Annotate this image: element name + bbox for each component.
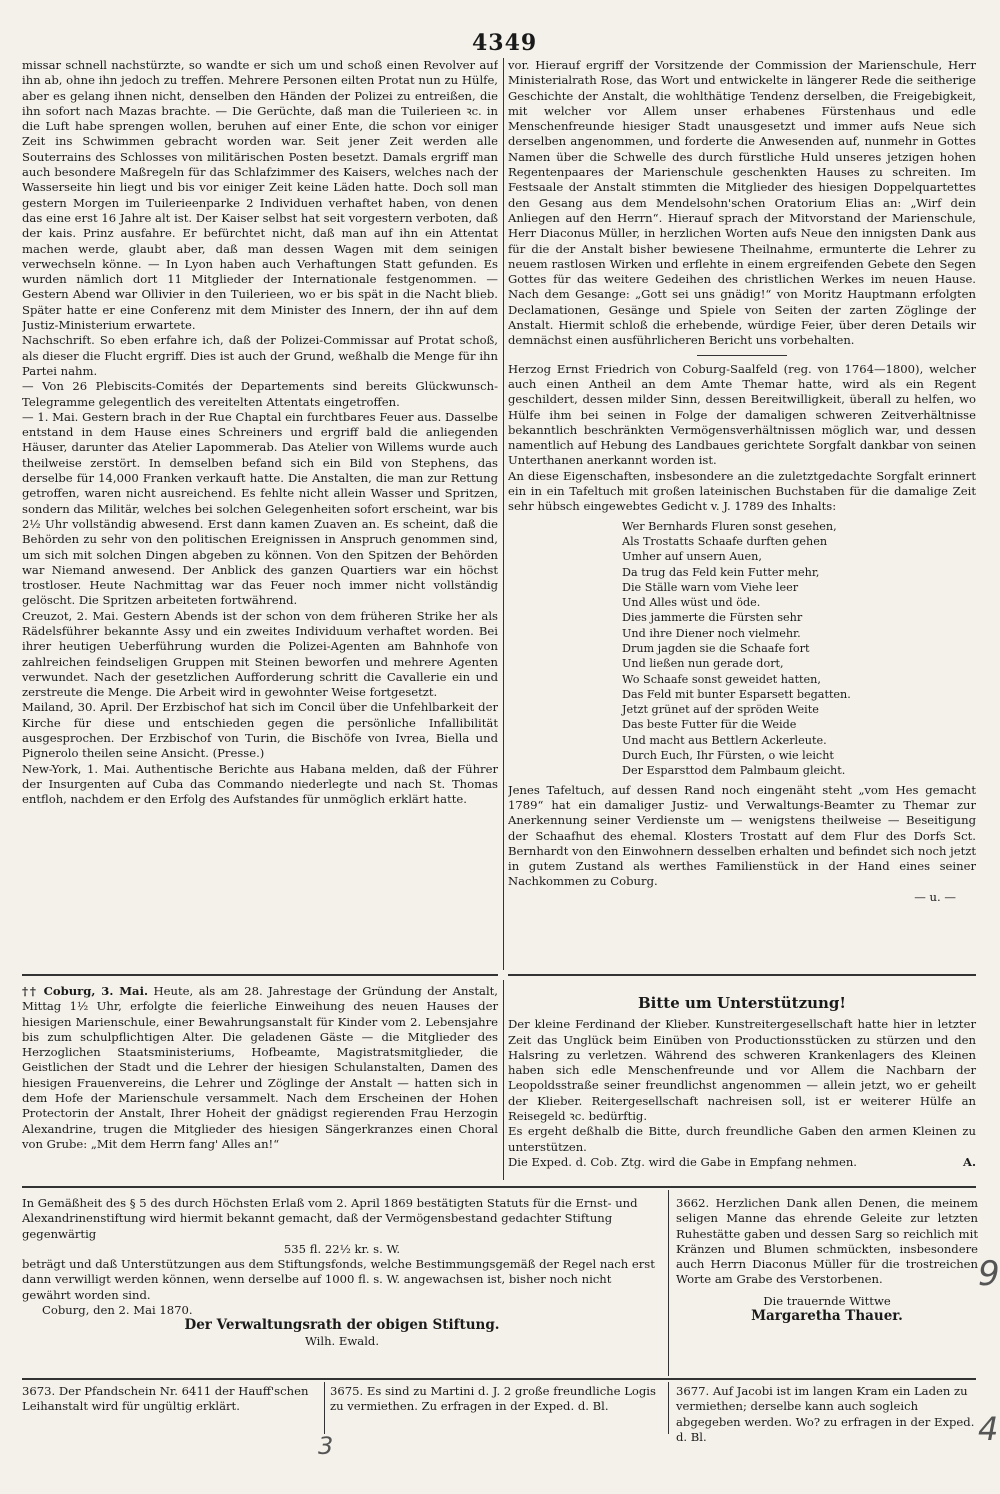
poem-line: Jetzt grünet auf der spröden Weite [622, 703, 819, 717]
nachschrift: Nachschrift. So eben erfahre ich, daß der Polizei-Commissar auf Protat schoß, als dieser die Flucht ergriff. Dies ist auch der Grund, weßhalb die Menge für ihn Partei nahm. [22, 333, 498, 378]
ad-pfandschein: 3673. Der Pfandschein Nr. 6411 der Hauff'schen Leihanstalt wird für ungültig erklärt. [22, 1384, 309, 1414]
poem-line: Der Esparsttod dem Palmbaum gleicht. [622, 764, 846, 778]
foundation-text-1: In Gemäßheit des § 5 des durch Höchsten Erlaß vom 2. April 1869 bestätigten Statuts für die Ernst- und Alexandrinenstiftung wird hiermit bekannt gemacht, daß der Vermögensbestand gedachter Stiftung gegenwärtig [22, 1196, 638, 1241]
thanks-text: Herzlichen Dank allen Denen, die meinem seligen Manne das ehrende Geleite zur letzten Ruhestätte gaben und dessen Sarg so reichlich mit Kränzen und Blumen schmückten, insbesondere auch Herrn Diaconus Müller für die trostreichen Worte am Grabe des Verstorbenen. [676, 1196, 978, 1287]
foundation-text-2: beträgt und daß Unterstützungen aus dem Stiftungsfonds, welche Bestimmungsgemäß der Regel nach erst dann verwilligt werden können, wenn derselbe auf 1000 fl. s. W. angewachsen ist, bisher noch nicht gewährt worden sind. [22, 1257, 655, 1302]
coburg-dateline: †† Coburg, 3. Mai. [22, 984, 149, 998]
herzog-article: Herzog Ernst Friedrich von Coburg-Saalfeld (reg. von 1764—1800), welcher auch einen Antheil an dem Amte Themar hatte, wird als ein Regent geschildert, dessen milder Sinn, dessen Bereitwilligkeit, überall zu helfen, wo Hülfe ihm bei seinen in Folge der damaligen schweren Zeitverhältnisse bekanntlich beschränkten Vermögensverhältnissen möglich war, und dessen namentlich auf Hebung des Landbaues gerichtete Sorgfalt dankbar von seinen Unterthanen anerkannt worden ist. [508, 361, 976, 468]
poem-line: Wer Bernhards Fluren sonst gesehen, [622, 519, 837, 533]
appeal-notice [508, 996, 976, 1170]
marienschule-continuation: vor. Hierauf ergriff der Vorsitzende der Commission der Marienschule, Herr Ministerialrath Rose, das Wort und entwickelte in längerer Rede die seitherige Geschichte der Anstalt, die wohlthätige Tendenz derselben, die Freigebigkeit, mit welcher vor Allem unser erhabenes Fürstenhaus und edle Menschenfreunde hiesiger Stadt unausgesetzt und immer aufs Neue sich derselben angenommen, und forderte die Anwesenden auf, nunmehr in Gottes Namen über die Schwelle des durch fürstliche Huld unseres jetzigen hohen Regentenpaares der Marienschule geschenkten Hauses zu schreiten. Im Festsaale der Anstalt stimmten die Mitglieder des hiesigen Doppelquartettes den Gesang aus dem Mendelsohn'schen Oratorium Elias an: „Wirf dein Anliegen auf den Herrn“. Hierauf sprach der Mitvorstand der Marienschule, Herr Diaconus Müller, in herzlichen Worten aufs Neue den innigsten Dank aus für die der Anstalt bisher bewiesene Theilnahme, ermunterte die Lehrer zu neuem rastlosen Wirken und erflehte in einem ergreifenden Gebete den Segen Gottes für das weitere Gedeihen des christlichen Werkes im neuen Hause. Nach dem Gesange: „Gott sei uns gnädig!“ von Moritz Hauptmann erfolgten Declamationen, Gesänge und Spiele von Seiten der zarten Zöglinge der Anstalt. Hiermit schloß die erhebende, würdige Feier, über deren Details wir demnächst einen ausführlicheren Bericht uns vorbehalten. [508, 58, 976, 348]
appeal-footer: Die Exped. d. Cob. Ztg. wird die Gabe in Empfang nehmen. [508, 1154, 857, 1169]
thanks-from: Die trauernde Wittwe [763, 1293, 891, 1308]
plebiscit-note: — Von 26 Plebiscits-Comités der Departements sind bereits Glückwunsch-Telegramme gelegentlich des vereitelten Attentats eingetroffen. [22, 379, 498, 409]
foundation-name: Wilh. Ewald. [304, 1333, 380, 1348]
foundation-announcement [22, 1196, 662, 1349]
ad-laden: 3677. Auf Jacobi ist im langen Kram ein Laden zu vermiethen; derselbe kann auch sogleich abgegeben werden. Wo? zu erfragen in der Exped. d. Bl. [676, 1384, 975, 1444]
poem-line: Als Trostatts Schaafe durften gehen [622, 534, 828, 548]
left-column [22, 58, 498, 963]
column-divider [503, 58, 504, 970]
thanks-announcement [676, 1196, 978, 1324]
section-rule-left [22, 974, 498, 976]
newyork-report: New-York, 1. Mai. Authentische Berichte aus Habana melden, daß der Führer der Insurgenten auf Cuba das Commando niederlegte und nach St. Thomas entfloh, nachdem er den Erfolg des Aufstandes für unmöglich erklärt hatte. [22, 761, 498, 807]
ad-divider-2 [668, 1382, 669, 1434]
handwritten-mark-right-upper: 9 [978, 1254, 1000, 1294]
ad-divider-1 [324, 1382, 325, 1434]
lower-column-divider [503, 980, 504, 1180]
appeal-request: Es ergeht deßhalb die Bitte, durch freundliche Gaben den armen Kleinen zu unterstützen. [508, 1124, 976, 1154]
poem-line: Dies jammerte die Fürsten sehr [622, 611, 803, 625]
page-number: 4349 [472, 30, 538, 56]
foundation-amount: 535 fl. 22½ kr. s. W. [283, 1241, 401, 1256]
foundation-date: Coburg, den 2. Mai 1870. [42, 1303, 193, 1318]
poem-line: Wo Schaafe sonst geweidet hatten, [622, 672, 821, 686]
appeal-mark: A. [962, 1154, 976, 1169]
appeal-heading: Bitte um Unterstützung! [638, 994, 846, 1012]
poem-line: Drum jagden sie die Schaafe fort [622, 641, 810, 655]
paris-report: missar schnell nachstürzte, so wandte er sich um und schoß einen Revolver auf ihn ab, ohne ihn jedoch zu treffen. Mehrere Personen eilten Protat nun zu Hülfe, aber es gelang ihnen nicht, denselben den Händen der Polizei zu entreißen, die ihn sofort nach Mazas brachte. — Die Gerüchte, daß man die Tuilerieen ꝛc. in die Luft habe sprengen wollen, beruhen auf einer Ente, die schon vor einiger Zeit ins Schwimmen gebracht worden war. Seit jener Zeit werden alle Souterrains des Schlosses von militärischen Posten besetzt. Damals ergriff man auch besondere Maßregeln für das Schlafzimmer des Kaisers, welches nach der Wasserseite hin liegt und bis vor einiger Zeit keine Läden hatte. Doch soll man gestern Morgen im Tuilerieenparke 2 Individuen verhaftet haben, von denen das eine erst 16 Jahre alt ist. Der Kaiser selbst hat seit vorgestern verboten, daß der kais. Prinz ausfahre. Er befürchtet nicht, daß man auf ihn ein Attentat machen werde, glaubt aber, daß man dessen Wagen mit dem seinigen verwechseln könne. — In Lyon haben auch Verhaftungen Statt gefunden. Es wurden nämlich dort 11 Mitglieder der Internationale festgenommen. — Gestern Abend war Ollivier in den Tuilerieen, wo er bis spät in die Nacht blieb. Später hatte er eine Conferenz mit dem Minister des Innern, der ihn auf dem Justiz-Ministerium erwartete. [22, 58, 498, 333]
announcement-divider [668, 1190, 669, 1376]
thanks-number: 3662. [676, 1196, 710, 1210]
poem-line: Und ließen nun gerade dort, [622, 657, 784, 671]
poem-line: Die Ställe warn vom Viehe leer [622, 580, 799, 594]
section-rule-right [508, 974, 976, 976]
poem-line: Das beste Futter für die Weide [622, 718, 797, 732]
poem [622, 519, 976, 779]
thanks-name: Margaretha Thauer. [751, 1308, 903, 1325]
tafeltuch-closing: Jenes Tafeltuch, auf dessen Rand noch eingenäht steht „vom Hes gemacht 1789“ hat ein damaliger Justiz- und Verwaltungs-Beamter zu Themar zur Anerkennung seiner Verdienste um — wenigstens theilweise — Beseitigung der Schaafhut des ehemal. Klosters Trostatt auf dem Flur des Dorfs Sct. Bernhardt von den Einwohnern desselben erhalten und befindet sich noch jetzt in gutem Zustand als werthes Familienstück in der Hand eines seiner Nachkommen zu Coburg. [508, 782, 976, 889]
appeal-text: Der kleine Ferdinand der Klieber. Kunstreitergesellschaft hatte hier in letzter Zeit das Unglück beim Einüben von Productionsstücken zu stürzen und den Halsring zu verletzen. Während des schweren Krankenlagers des Kleinen haben sich edle Menschenfreunde und vor Allem die Nachbarn der Leopoldsstraße seiner freundlichst angenommen — allein jetzt, wo er geheilt der Klieber. Reitergesellschaft nachreisen soll, ist er weiterer Hülfe an Reisegeld ꝛc. bedürftig. [508, 1017, 976, 1124]
poem-line: Und Alles wüst und öde. [622, 596, 761, 610]
poem-line: Durch Euch, Ihr Fürsten, o wie leicht [622, 749, 834, 763]
poem-line: Und macht aus Bettlern Ackerleute. [622, 733, 827, 747]
poem-line: Da trug das Feld kein Futter mehr, [622, 565, 820, 579]
tafeltuch-intro: An diese Eigenschaften, insbesondere an die zuletztgedachte Sorgfalt erinnert ein in ein Tafeltuch mit großen lateinischen Buchstaben für die damalige Zeit sehr hübsch eingewebtes Gedicht v. J. 1789 des Inhalts: [508, 468, 976, 514]
coburg-article [22, 984, 498, 1152]
poem-line: Umher auf unsern Auen, [622, 550, 762, 564]
creuzot-report: Creuzot, 2. Mai. Gestern Abends ist der schon von dem früheren Strike her als Rädelsführer bekannte Assy und ein zweites Individuum verhaftet worden. Bei ihrer heutigen Ueberführung wurden die Polizei-Agenten am Bahnhofe von zahlreichen feindseligen Gruppen mit Steinen beworfen und mehrere Agenten verwundet. Nach der gesetzlichen Aufforderung schritt die Cavallerie ein und zerstreute die Menge. Die Arbeit wird in gewohnter Weise fortgesetzt. [22, 608, 498, 700]
right-column [508, 58, 976, 963]
article-signature: — u. — [914, 889, 956, 904]
announcements-rule [22, 1186, 976, 1188]
coburg-text: Heute, als am 28. Jahrestage der Gründung der Anstalt, Mittag 1½ Uhr, erfolgte die feierliche Einweihung des neuen Hauses der hiesigen Marienschule, einer Bewahrungsanstalt für Kinder vom 2. Lebensjahre bis zum schulpflichtigen Alter. Die geladenen Gäste — die Mitglieder des Herzoglichen Staatsministeriums, Hofbeamte, Magistratsmitglieder, die Geistlichen der Stadt und die Lehrer der hiesigen Schulanstalten, Damen des hiesigen Frauenvereins, die Lehrer und Zöglinge der Anstalt — hatten sich in dem Hofe der Marienschule versammelt. Nach dem Erscheinen der Hohen Protectorin der Anstalt, Ihrer Hoheit der gnädigst regierenden Frau Herzogin Alexandrine, trugen die Mitglieder des hiesigen Sängerkranzes einen Choral von Grube: „Mit dem Herrn fang' Alles an!“ [22, 984, 498, 1151]
mailand-report: Mailand, 30. April. Der Erzbischof hat sich im Concil über die Unfehlbarkeit der Kirche für diese und entschieden gegen die persönliche Infallibilität ausgesprochen. Der Erzbischof von Turin, die Bischöfe von Ivrea, Biella und Pignerolo theilen seine Ansicht. (Presse.) [22, 700, 498, 761]
poem-line: Das Feld mit bunter Esparsett begatten. [622, 687, 851, 701]
handwritten-mark-bottom: 3 [318, 1432, 334, 1460]
foundation-signer: Der Verwaltungsrath der obigen Stiftung. [184, 1317, 500, 1334]
poem-line: Und ihre Diener noch vielmehr. [622, 626, 801, 640]
short-divider [697, 355, 787, 356]
handwritten-mark-right-lower: 4 [978, 1410, 999, 1448]
bottom-ads-rule [22, 1378, 976, 1380]
fire-report: — 1. Mai. Gestern brach in der Rue Chaptal ein furchtbares Feuer aus. Dasselbe entstand in dem Hause eines Schreiners und ergriff bald die anliegenden Häuser, darunter das Atelier Lapommerab. Das Atelier von Willems wurde auch theilweise zerstört. In demselben befand sich ein Bild von Stephens, das derselbe für 14,000 Franken verkauft hatte. Die Anstalten, die man zur Rettung getroffen, waren nicht ausreichend. Es fehlte nicht allein Wasser und Spritzen, sondern das Militär, welches bei solchen Gelegenheiten sofort erscheint, war bis 2½ Uhr vollständig abwesend. Erst dann kamen Zuaven an. Es scheint, daß die Behörden zu sehr von den politischen Ereignissen in Anspruch genommen sind, um sich mit solchen Dingen abgeben zu können. Von den Spitzen der Behörden war Niemand anwesend. Der Anblick des ganzen Quartiers war ein höchst trostloser. Heute Nachmittag war das Feuer noch immer nicht vollständig gelöscht. Die Spritzen arbeiteten fortwährend. [22, 409, 498, 608]
ad-logis: 3675. Es sind zu Martini d. J. 2 große freundliche Logis zu vermiethen. Zu erfragen in der Exped. d. Bl. [330, 1384, 656, 1414]
